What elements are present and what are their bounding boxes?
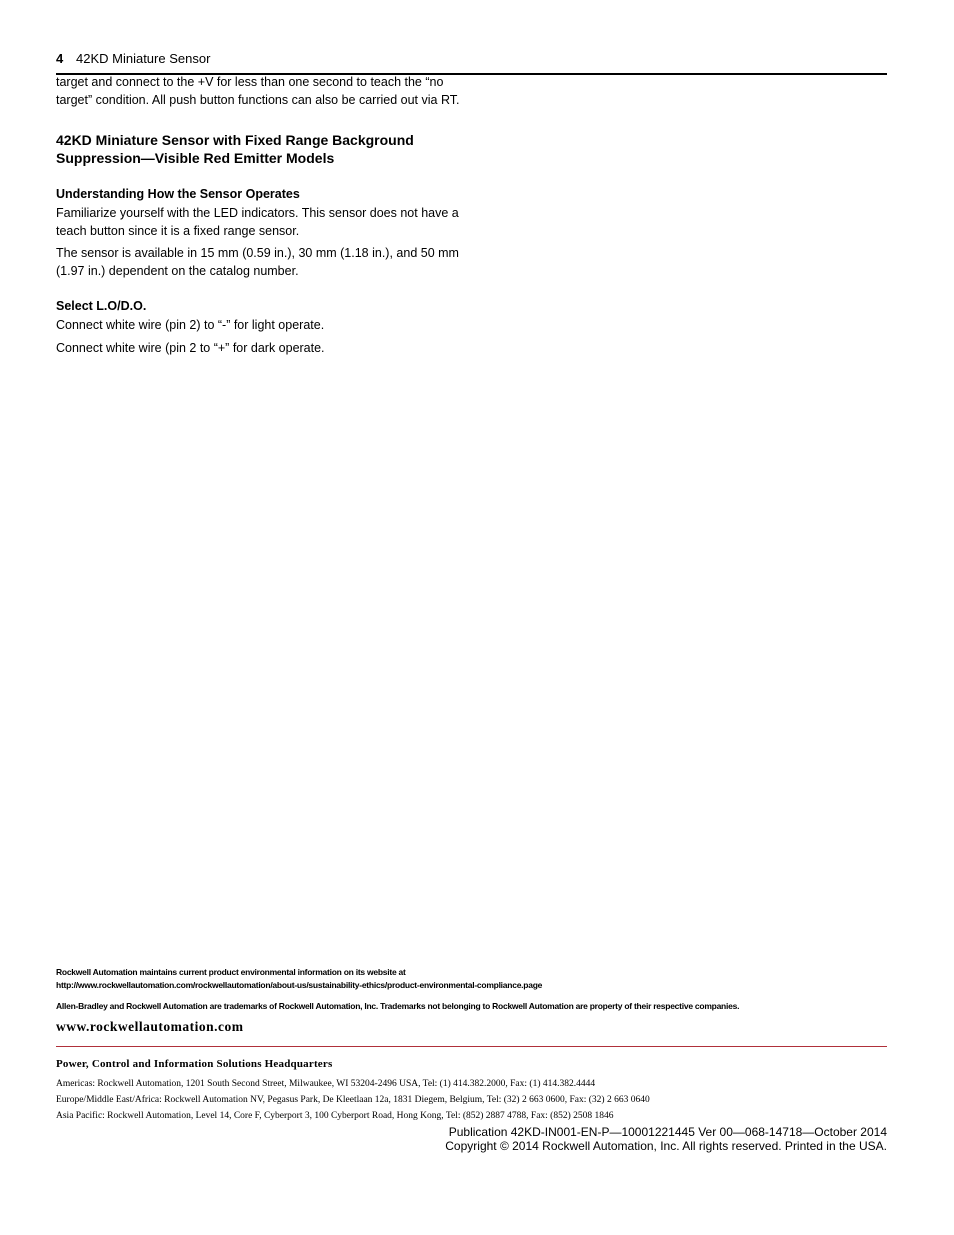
subsection-heading-lo-do: Select L.O/D.O. (56, 299, 147, 313)
page-header (56, 51, 887, 75)
intro-paragraph: target and connect to the +V for less than one second to teach the “no target” condition. All push button functions can also be carried out via RT. (56, 75, 460, 107)
page-number: 4 (56, 51, 64, 66)
address-europe: Europe/Middle East/Africa: Rockwell Automation NV, Pegasus Park, De Kleetlaan 12a, 1831 Diegem, Belgium, Tel: (32) 2 663 0600, Fax: (32) 2 663 0640 (56, 1095, 650, 1105)
running-title: 42KD Miniature Sensor (76, 51, 211, 66)
footer-divider (56, 1046, 887, 1047)
trademark-notice: Allen-Bradley and Rockwell Automation are trademarks of Rockwell Automation, Inc. Trademarks not belonging to Rockwell Automation are property of their respective companies. (56, 1001, 740, 1011)
lo-do-paragraph-1: Connect white wire (pin 2) to “-” for light operate. (56, 318, 325, 332)
environmental-url[interactable]: http://www.rockwellautomation.com/rockwellautomation/about-us/sustainability-ethics/product-environmental-compliance.page (56, 980, 543, 990)
environmental-note (56, 966, 887, 992)
publication-info (445, 1125, 887, 1153)
main-column (56, 74, 466, 357)
address-americas: Americas: Rockwell Automation, 1201 South Second Street, Milwaukee, WI 53204-2496 USA, Tel: (1) 414.382.2000, Fax: (1) 414.382.4444 (56, 1079, 596, 1089)
website-link[interactable]: www.rockwellautomation.com (56, 1019, 244, 1034)
operation-paragraph-1: Familiarize yourself with the LED indicators. This sensor does not have a teach button since it is a fixed range sensor. (56, 206, 459, 238)
lo-do-paragraph-2: Connect white wire (pin 2 to “+” for dark operate. (56, 340, 325, 355)
operation-paragraph-2: The sensor is available in 15 mm (0.59 in.), 30 mm (1.18 in.), and 50 mm (1.97 in.) dependent on the catalog number. (56, 246, 459, 278)
headquarters-title: Power, Control and Information Solutions Headquarters (56, 1058, 333, 1070)
section-heading: 42KD Miniature Sensor with Fixed Range Background Suppression—Visible Red Emitter Models (56, 132, 414, 166)
address-asia: Asia Pacific: Rockwell Automation, Level 14, Core F, Cyberport 3, 100 Cyberport Road, Hong Kong, Tel: (852) 2887 4788, Fax: (852) 2508 1846 (56, 1111, 614, 1121)
environmental-note-line: Rockwell Automation maintains current product environmental information on its website at (56, 967, 406, 977)
subsection-heading-operation: Understanding How the Sensor Operates (56, 187, 300, 201)
copyright-notice: Copyright © 2014 Rockwell Automation, Inc. All rights reserved. Printed in the USA. (445, 1139, 887, 1153)
publication-number: Publication 42KD-IN001-EN-P—10001221445 Ver 00—068-14718—October 2014 (448, 1125, 887, 1139)
